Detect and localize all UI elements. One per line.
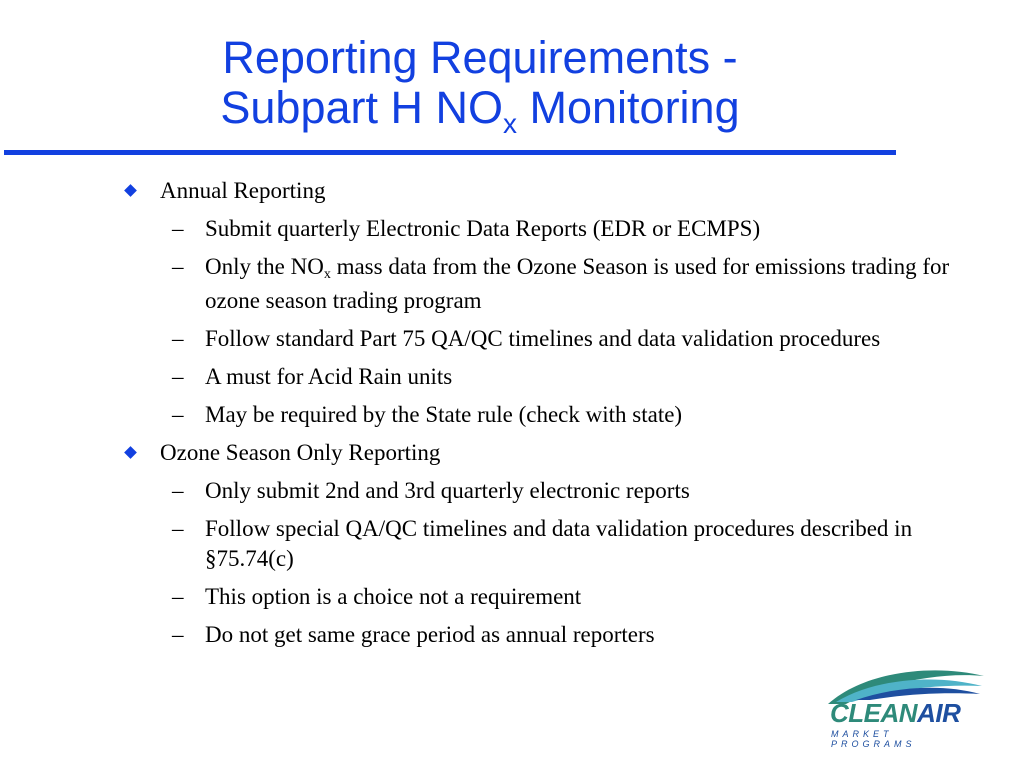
- bullet-content: [120, 176, 980, 658]
- list-item: [160, 362, 980, 392]
- list-item: [160, 476, 980, 506]
- title-line-2-prefix: Subpart H NO: [220, 82, 503, 133]
- dash-icon: –: [172, 622, 184, 647]
- dash-icon: –: [172, 584, 184, 609]
- section-label: Ozone Season Only Reporting: [160, 440, 441, 465]
- dash-icon: –: [172, 516, 184, 541]
- dash-icon: –: [172, 364, 184, 389]
- list-item-text: A must for Acid Rain units: [205, 364, 453, 389]
- dash-icon: –: [172, 326, 184, 351]
- list-item-text: Follow standard Part 75 QA/QC timelines and data validation procedures: [205, 326, 881, 351]
- sub-list: [160, 476, 980, 650]
- section-annual-reporting: [120, 176, 980, 430]
- slide-title: [100, 33, 860, 139]
- logo-word-clean: CLEAN: [830, 698, 918, 728]
- list-item-subscript: x: [323, 267, 331, 282]
- list-item: [160, 252, 980, 316]
- list-item: [160, 620, 980, 650]
- list-item-text-suffix: mass data from the Ozone Season is used for emissions trading for ozone season trading program: [205, 254, 950, 313]
- list-item: [160, 214, 980, 244]
- list-item-text-prefix: Only the NO: [205, 254, 324, 279]
- list-item-text: Follow special QA/QC timelines and data validation procedures described in §75.74(c): [205, 516, 913, 571]
- logo-tagline: MARKET PROGRAMS: [831, 729, 916, 749]
- title-line-1: Reporting Requirements -: [222, 32, 738, 83]
- list-item: [160, 514, 980, 574]
- list-item-text: This option is a choice not a requirement: [205, 584, 582, 609]
- dash-icon: –: [172, 254, 184, 279]
- section-label: Annual Reporting: [160, 178, 326, 203]
- list-item-text: May be required by the State rule (check with state): [205, 402, 683, 427]
- list-item: [160, 582, 980, 612]
- list-item-text: Do not get same grace period as annual reporters: [205, 622, 655, 647]
- list-item: [160, 400, 980, 430]
- list-item: [160, 324, 980, 354]
- list-item-text: Only submit 2nd and 3rd quarterly electronic reports: [205, 478, 690, 503]
- dash-icon: –: [172, 216, 184, 241]
- dash-icon: –: [172, 402, 184, 427]
- diamond-bullet-icon: [124, 446, 137, 459]
- logo-wordmark: [830, 698, 980, 729]
- section-ozone-season-reporting: [120, 438, 980, 650]
- diamond-bullet-icon: [124, 184, 137, 197]
- logo-word-air: AIR: [917, 698, 961, 728]
- title-underline: [4, 150, 896, 155]
- title-line-2-suffix: Monitoring: [517, 82, 740, 133]
- title-subscript: x: [503, 108, 517, 139]
- list-item-text: Submit quarterly Electronic Data Reports (EDR or ECMPS): [205, 216, 761, 241]
- sub-list: [160, 214, 980, 430]
- title-line-2: [100, 83, 860, 139]
- dash-icon: –: [172, 478, 184, 503]
